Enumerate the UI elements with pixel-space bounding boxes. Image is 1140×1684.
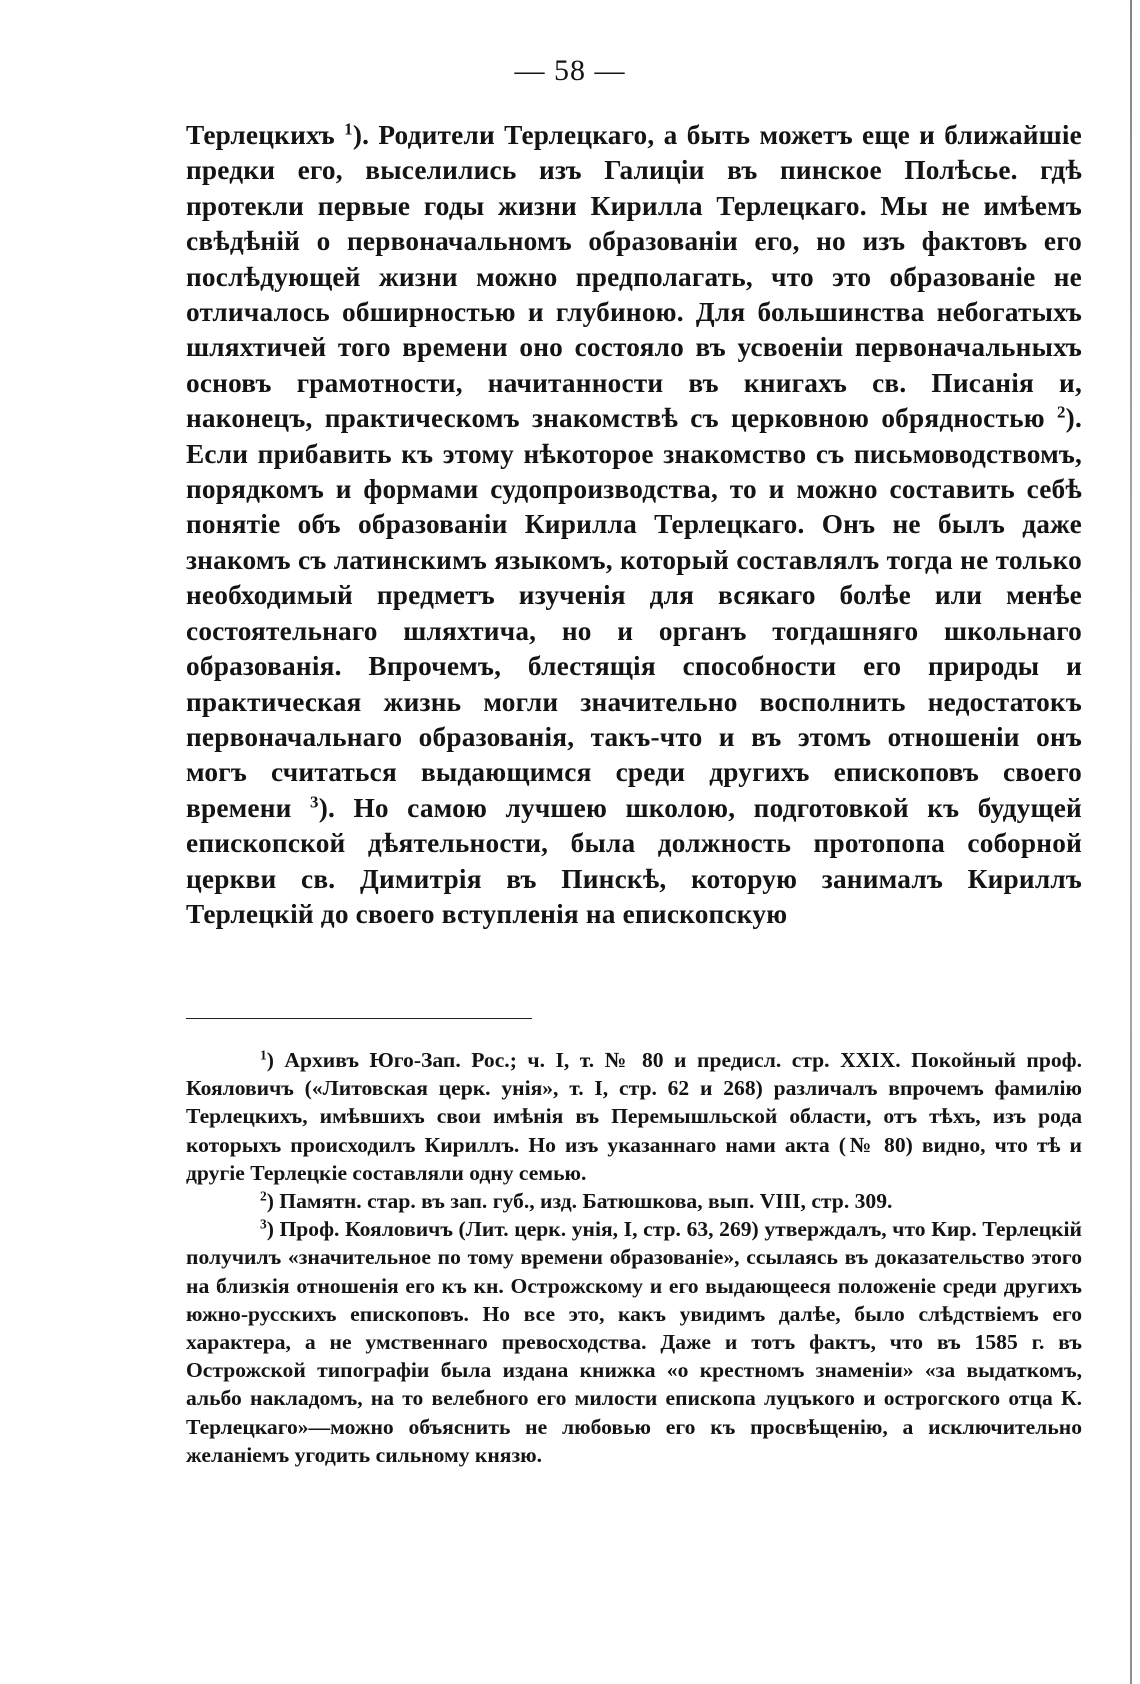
footnote-2 [186,1187,1082,1215]
main-paragraph [186,118,1082,932]
text-segment: ). Если прибавить къ этому нѣкоторое знакомство съ письмоводствомъ, порядкомъ и формами судопроизводства, то и можно составить себѣ понятіе объ образованіи Кирилла Терлецкаго. Онъ не былъ даже знакомъ съ латинскимъ языкомъ, который составлялъ тогда не только необходимый предметъ изученія для всякаго болѣе или менѣе состоятельнаго шляхтича, но и органъ тогдашняго школьнаго образованія. Впрочемъ, блестящія способности его природы и практическая жизнь могли значительно восполнить недостатокъ первоначальнаго образованія, такъ-что и въ этомъ отношеніи онъ могъ считаться выдающимся среди другихъ епископовъ своего времени [186,403,1082,823]
footnote-text: ) Архивъ Юго-Зап. Рос.; ч. I, т. № 80 и предисл. стр. XXIX. Покойный проф. Кояловичъ («Литовская церк. унія», т. I, стр. 62 и 268) различалъ впрочемъ фамилію Терлецкихъ, имѣвшихъ свои имѣнія въ Перемышльской области, отъ тѣхъ, изъ рода которыхъ происходилъ Кириллъ. Но изъ указаннаго нами акта (№ 80) видно, что тѣ и другіе Терлецкіе составляли одну семью. [186,1048,1082,1185]
footnote-text: ) Памятн. стар. въ зап. губ., изд. Батюшкова, вып. VIII, стр. 309. [266,1189,893,1214]
footnote-marker: 1 [260,1047,267,1063]
text-segment: Терлецкихъ [186,120,345,150]
page-edge-shadow [1130,0,1132,1684]
footnotes [186,1046,1082,1469]
footnote-divider [186,1018,532,1019]
page-number: — 58 — [514,54,626,87]
main-text [186,118,1082,932]
footnote-text: ) Проф. Кояловичъ (Лит. церк. унія, I, стр. 63, 269) утверждалъ, что Кир. Терлецкій получилъ «значительное по тому времени образованіе», ссылаясь въ доказательство этого на близкія отношенія его къ кн. Острожскому и его выдающееся положеніе среди другихъ южно-русскихъ епископовъ. Но все это, какъ увидимъ далѣе, было слѣдствіемъ его характера, а не умственнаго превосходства. Даже и тотъ фактъ, что въ 1585 г. въ Острожской типографіи была издана книжка «о крестномъ знаменіи» «за выдаткомъ, альбо накладомъ, на то велебного его милости епископа луцъкого и острогского отца К. Терлецкаго»—можно объяснить не любовью его къ просвѣщенію, а исключительно желаніемъ угодить сильному князю. [186,1217,1082,1467]
footnote-ref-1: 1 [344,119,353,139]
text-segment: ). Родители Терлецкаго, а быть можетъ еще и ближайшіе предки его, выселились изъ Галиціи въ пинское Полѣсье. гдѣ протекли первые годы жизни Кирилла Терлецкаго. Мы не имѣемъ свѣдѣній о первоначальномъ образованіи его, но изъ фактовъ его послѣдующей жизни можно предполагать, что это образованіе не отличалось обширностью и глубиною. Для большинства небогатыхъ шляхтичей того времени оно состояло въ усвоеніи первоначальныхъ основъ грамотности, начитанности въ книгахъ св. Писанія и, наконецъ, практическомъ знакомствѣ съ церковною обрядностью [186,120,1082,434]
footnote-marker: 3 [260,1216,267,1232]
footnote-ref-2: 2 [1057,402,1066,422]
footnote-ref-3: 3 [310,792,319,812]
footnote-marker: 2 [260,1188,267,1204]
footnote-3 [186,1215,1082,1469]
footnote-1 [186,1046,1082,1187]
text-segment: ). Но самою лучшею школою, подготовкой къ будущей епископской дѣятельности, была должность протопопа соборной церкви св. Димитрія въ Пинскѣ, которую занималъ Кириллъ Терлецкій до своего вступленія на епископскую [186,792,1082,929]
